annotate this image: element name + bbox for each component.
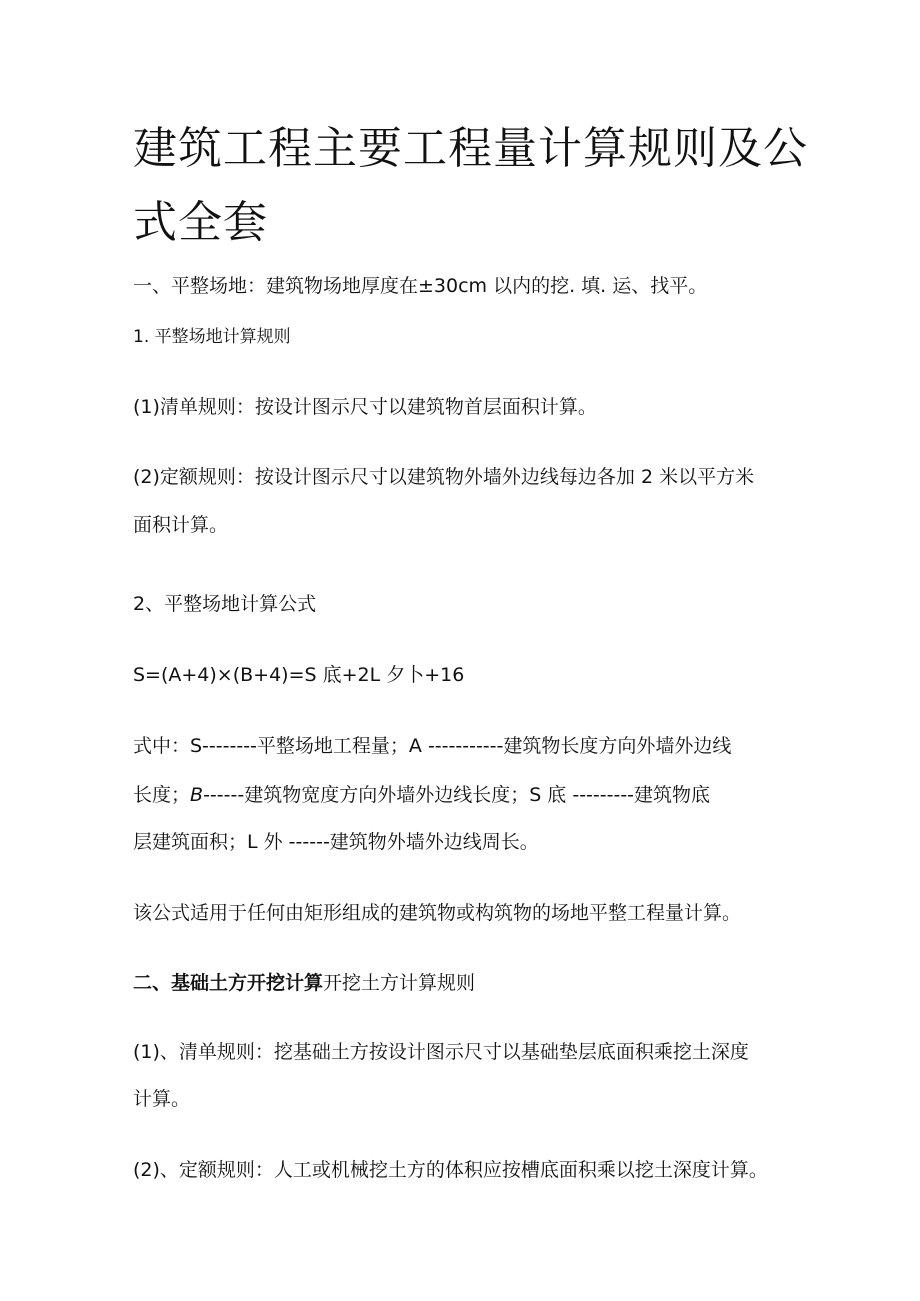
document-title [133,112,813,260]
subsection-2-heading: 2、平整场地计算公式 [133,593,317,615]
applicability-paragraph: 该公式适用于任何由矩形组成的建筑物或构筑物的场地平整工程量计算。 [133,902,742,924]
section-2-heading-bold: 二、基础土方开挖计算 [133,972,324,994]
quota-rule-line-1: (2)定额规则：按设计图示尺寸以建筑物外墙外边线每边各加 2 米以平方米 [133,466,755,488]
section-2-heading [133,971,475,995]
excavation-list-rule-line-2: 计算。 [133,1088,191,1110]
formula-explanation-line-2 [133,783,710,807]
excavation-quota-rule: (2)、定额规则：人工或机械挖土方的体积应按槽底面积乘以挖土深度计算。 [133,1159,768,1181]
excavation-list-rule-line-1: (1)、清单规则：挖基础土方按设计图示尺寸以基础垫层底面积乘挖土深度 [133,1041,749,1063]
title-line-2: 式全套 [133,197,268,248]
formula: S=(A+4)×(B+4)=S 底+2L 夕卜+16 [133,664,465,686]
section-1-heading: 一、平整场地：建筑物场地厚度在±30cm 以内的挖. 填. 运、找平。 [133,275,708,297]
section-2-heading-rest: 开挖土方计算规则 [323,972,476,994]
formula-explanation-line-1: 式中：S--------平整场地工程量；A -----------建筑物长度方向外墙外边线 [133,735,732,757]
title-line-1: 建筑工程主要工程量计算规则及公 [133,123,808,174]
formula-explanation-line-3: 层建筑面积；L 外 ------建筑物外墙外边线周长。 [133,831,539,853]
explanation-variable-b: B [190,784,204,806]
explanation-text-a: 长度； [133,784,191,806]
list-rule-paragraph: (1)清单规则：按设计图示尺寸以建筑物首层面积计算。 [133,396,597,418]
subsection-1-heading: 1. 平整场地计算规则 [133,327,291,347]
quota-rule-line-2: 面积计算。 [133,514,229,536]
explanation-text-c: ------建筑物宽度方向外墙外边线长度；S 底 ---------建筑物底 [203,784,711,806]
